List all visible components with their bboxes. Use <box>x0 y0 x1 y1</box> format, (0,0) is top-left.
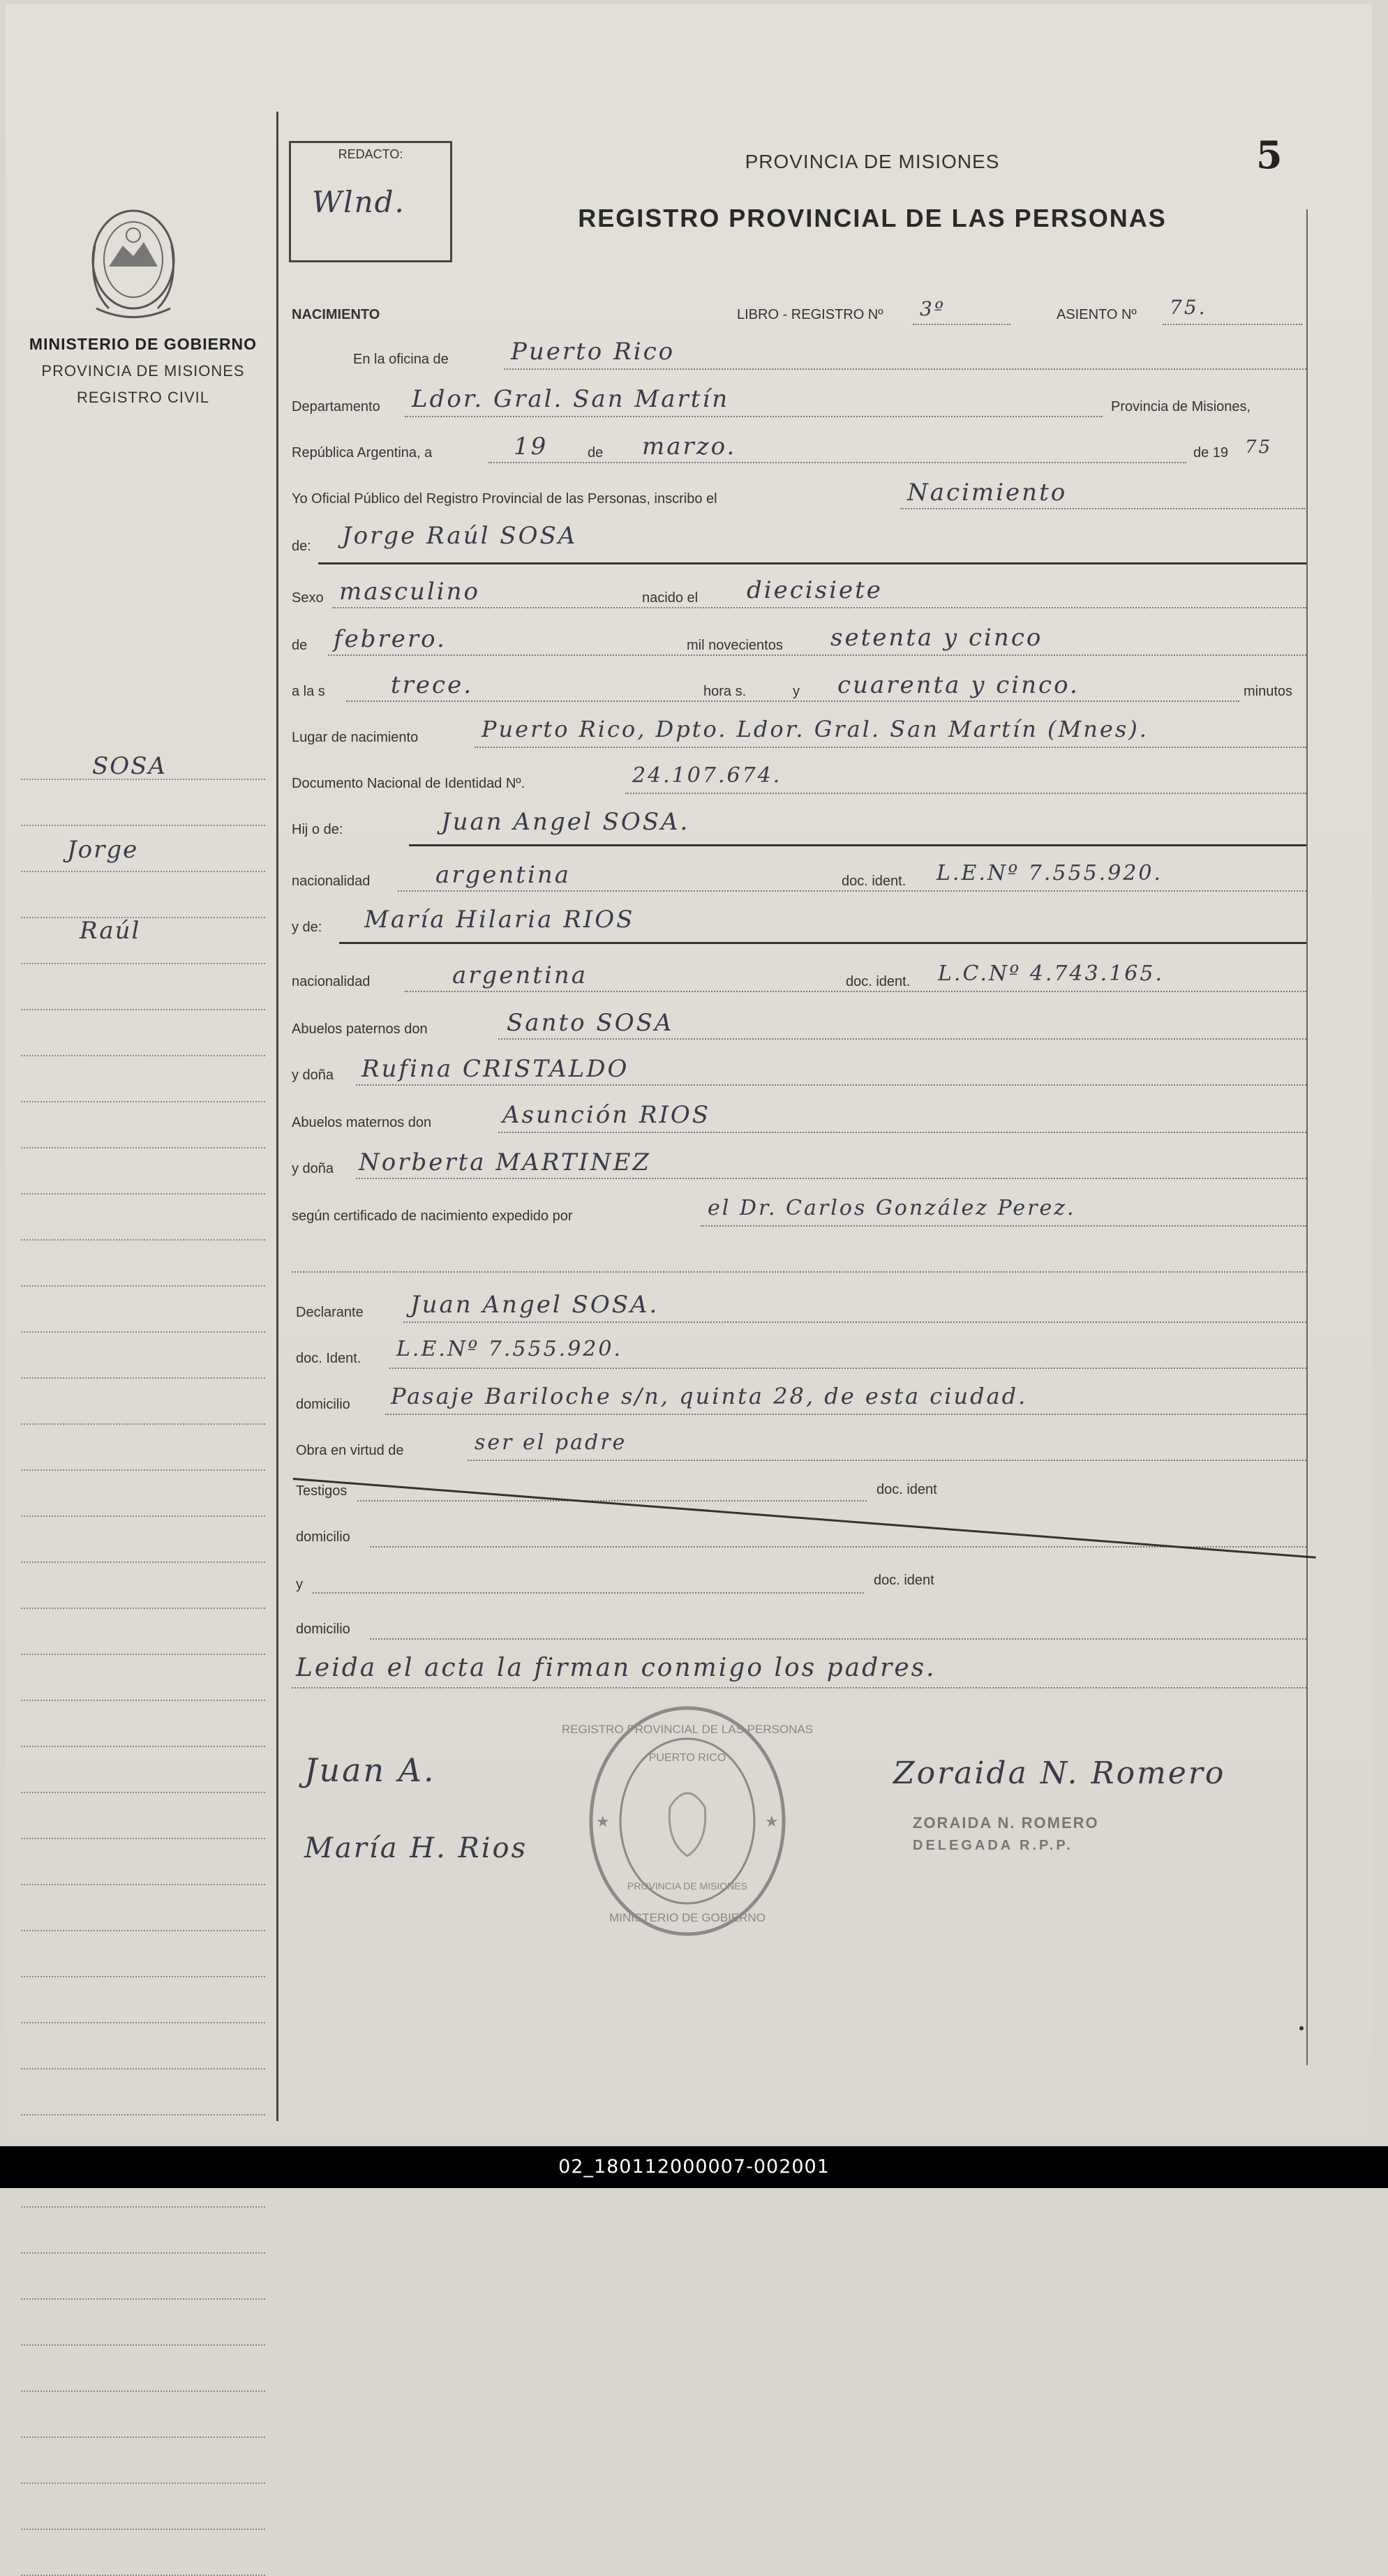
father-signature: Juan A. <box>304 1751 436 1789</box>
dia-value: 19 <box>514 433 549 460</box>
margin-rule <box>21 1515 265 1517</box>
libro-dots <box>913 324 1010 325</box>
testigos-label: Testigos <box>296 1483 348 1499</box>
lugar-dots <box>475 747 1306 748</box>
nac1-dots <box>398 890 1306 892</box>
y-label: y <box>793 684 800 699</box>
leida-text: Leida el acta la firman conmigo los padres. <box>296 1654 936 1682</box>
persona-underline <box>318 562 1306 564</box>
oficina-dots <box>504 368 1306 370</box>
horas-label: hora s. <box>703 684 747 699</box>
sexo-label: Sexo <box>292 590 324 606</box>
libro-label: LIBRO - REGISTRO Nº <box>737 307 883 322</box>
stamp-inner-top: PUERTO RICO <box>648 1752 726 1764</box>
mil-label: mil novecientos <box>687 638 783 653</box>
margin-rule <box>21 1285 265 1287</box>
nacido-anio-value: setenta y cinco <box>830 624 1043 652</box>
minutos-value: cuarenta y cinco. <box>837 671 1080 699</box>
ministry-name: MINISTERIO DE GOBIERNO <box>29 335 258 353</box>
margin-rule <box>21 1331 265 1333</box>
lugar-label: Lugar de nacimiento <box>292 730 419 745</box>
obra-value: ser el padre <box>475 1430 627 1455</box>
margin-first-name: Jorge <box>67 836 139 864</box>
ministry-header <box>14 335 272 407</box>
margin-rule <box>21 1562 265 1563</box>
margin-divider <box>276 112 278 2121</box>
margin-rule <box>21 1930 265 1931</box>
margin-rule <box>21 2483 265 2484</box>
oficina-label: En la oficina de <box>353 352 449 367</box>
cert-dots <box>701 1225 1306 1227</box>
alas-label: a la s <box>292 684 325 699</box>
nacido-dots <box>328 654 1306 656</box>
ab-mat-label: Abuelos maternos don <box>292 1115 432 1130</box>
ministry-province: PROVINCIA DE MISIONES <box>41 362 245 380</box>
ydona1-label: y doña <box>292 1068 334 1083</box>
ab-pat-dona-dots <box>356 1084 1306 1086</box>
margin-rule <box>21 2344 265 2346</box>
madre-underline <box>339 942 1306 944</box>
ab-pat-dots <box>498 1038 1306 1040</box>
margin-rule <box>21 825 265 826</box>
margin-rule <box>21 1101 265 1102</box>
sexo-dots <box>332 607 1306 608</box>
hora-value: trece. <box>391 671 474 699</box>
margin-rule <box>21 1239 265 1241</box>
margin-rule <box>21 1009 265 1010</box>
ab-pat-value: Santo SOSA <box>507 1009 674 1037</box>
official-stamp-title: DELEGADA R.P.P. <box>913 1838 1073 1853</box>
record-type: NACIMIENTO <box>292 307 380 322</box>
inscribo-label: Yo Oficial Público del Registro Provincial de las Personas, inscribo el <box>292 491 717 507</box>
obra-dots <box>468 1460 1306 1461</box>
minutos-label: minutos <box>1244 684 1293 699</box>
provincia-label: Provincia de Misiones, <box>1111 399 1251 414</box>
margin-rule <box>21 1055 265 1056</box>
lugar-value: Puerto Rico, Dpto. Ldor. Gral. San Martín (Mnes). <box>482 716 1149 742</box>
y2-label: y <box>296 1577 303 1592</box>
redacto-label: REDACTO: <box>338 147 403 161</box>
blank-dots <box>292 1271 1306 1273</box>
republica-label: República Argentina, a <box>292 445 433 460</box>
nacido-mes-value: febrero. <box>334 625 447 653</box>
decl-doc-label: doc. Ident. <box>296 1351 361 1366</box>
ab-mat-dona-value: Norberta MARTINEZ <box>359 1148 652 1176</box>
header-registry: REGISTRO PROVINCIAL DE LAS PERSONAS <box>578 204 1167 232</box>
testigos-dots <box>357 1500 867 1502</box>
domicilio-value: Pasaje Bariloche s/n, quinta 28, de esta ciudad. <box>391 1383 1028 1409</box>
y2-dots <box>313 1592 864 1594</box>
mother-signature: María H. Rios <box>304 1832 528 1864</box>
fecha-dots <box>488 462 1186 463</box>
yde-label: y de: <box>292 920 322 935</box>
margin-middle-name: Raúl <box>80 917 141 945</box>
margin-rule <box>21 1377 265 1379</box>
madre-nac-value: argentina <box>452 961 588 989</box>
ab-mat-value: Asunción RIOS <box>502 1101 711 1129</box>
domicilio3-dots <box>370 1638 1306 1640</box>
stamp-outer-bottom: MINISTERIO DE GOBIERNO <box>609 1911 766 1924</box>
padre-nac-value: argentina <box>435 861 572 889</box>
redacto-signature: Wlnd. <box>312 185 405 219</box>
stamp-outer: REGISTRO PROVINCIAL DE LAS PERSONAS <box>561 1723 814 1736</box>
domicilio2-label: domicilio <box>296 1529 350 1545</box>
margin-rule <box>21 1193 265 1195</box>
declarante-value: Juan Angel SOSA. <box>410 1291 659 1319</box>
nac2-label: nacionalidad <box>292 974 371 989</box>
domicilio3-label: domicilio <box>296 1622 350 1637</box>
doc-ident-label: doc. ident <box>876 1482 937 1497</box>
margin-rule <box>21 2022 265 2023</box>
redacto-box <box>289 141 452 262</box>
cert-label: según certificado de nacimiento expedido por <box>292 1208 573 1224</box>
margin-rule <box>21 1746 265 1747</box>
nac1-label: nacionalidad <box>292 874 371 889</box>
doc2-label: doc. ident. <box>846 974 911 989</box>
ab-mat-dona-dots <box>356 1178 1306 1179</box>
inscribo-value: Nacimiento <box>907 479 1068 507</box>
margin-rule <box>21 1147 265 1148</box>
domicilio-label: domicilio <box>296 1397 350 1412</box>
padre-doc-value: L.E.Nº 7.555.920. <box>936 861 1163 885</box>
official-signature: Zoraida N. Romero <box>893 1755 1226 1791</box>
decl-doc-value: L.E.Nº 7.555.920. <box>396 1337 623 1361</box>
nacido-label: nacido el <box>642 590 699 606</box>
margin-rule <box>21 1423 265 1425</box>
cert-value: el Dr. Carlos González Perez. <box>708 1196 1076 1220</box>
persona-value: Jorge Raúl SOSA <box>342 522 578 550</box>
persona-label: de: <box>292 539 311 554</box>
page-dot <box>1299 2026 1304 2030</box>
province-seal-icon <box>81 204 186 329</box>
dni-label: Documento Nacional de Identidad Nº. <box>292 776 525 791</box>
stamp-inner-bottom: PROVINCIA DE MISIONES <box>627 1880 747 1892</box>
margin-rule <box>21 963 265 964</box>
doc-ident2-label: doc. ident <box>874 1573 934 1588</box>
header-province: PROVINCIA DE MISIONES <box>745 151 1000 172</box>
margin-rule <box>21 2390 265 2392</box>
anio-value: 75 <box>1245 437 1273 458</box>
margin-rule <box>21 1469 265 1471</box>
image-caption: 02_180112000007-002001 <box>558 2156 830 2178</box>
leida-dots <box>292 1687 1306 1688</box>
margin-rule <box>21 2436 265 2438</box>
margin-surname: SOSA <box>92 752 167 780</box>
margin-rule <box>21 2114 265 2116</box>
departamento-value: Ldor. Gral. San Martín <box>412 385 730 413</box>
obra-label: Obra en virtud de <box>296 1443 404 1458</box>
registry-stamp-icon <box>561 1702 814 1940</box>
departamento-label: Departamento <box>292 399 380 414</box>
hora-dots <box>346 701 1239 702</box>
declarante-dots <box>403 1321 1306 1323</box>
margin-rule <box>21 2298 265 2300</box>
nacido-dia-value: diecisiete <box>747 576 883 604</box>
mes-value: marzo. <box>642 433 737 460</box>
padre-value: Juan Angel SOSA. <box>441 808 690 836</box>
margin-rule <box>21 1654 265 1655</box>
asiento-value: 75. <box>1170 296 1207 319</box>
de2-label: de <box>292 638 308 653</box>
ydona2-label: y doña <box>292 1161 334 1176</box>
madre-doc-value: L.C.Nº 4.743.165. <box>938 961 1164 986</box>
svg-text:★: ★ <box>596 1813 610 1830</box>
margin-rule <box>21 1976 265 1977</box>
margin-rule <box>21 2252 265 2254</box>
hijo-label: Hij o de: <box>292 822 343 837</box>
departamento-dots <box>405 416 1103 417</box>
margin-rule <box>21 2529 265 2530</box>
declarante-label: Declarante <box>296 1305 364 1320</box>
margin-rule <box>21 1884 265 1885</box>
page-number: 5 <box>1256 133 1283 177</box>
margin-rule <box>21 917 265 918</box>
decl-doc-dots <box>389 1368 1306 1369</box>
padre-underline <box>409 844 1306 846</box>
nac2-dots <box>405 991 1306 992</box>
margin-rule <box>21 1792 265 1793</box>
asiento-dots <box>1163 324 1302 325</box>
asiento-label: ASIENTO Nº <box>1057 307 1137 322</box>
ab-pat-label: Abuelos paternos don <box>292 1021 428 1037</box>
anio-label: de 19 <box>1193 445 1229 460</box>
doc1-label: doc. ident. <box>842 874 906 889</box>
dni-dots <box>625 793 1306 794</box>
margin-rule <box>21 1838 265 1839</box>
ab-mat-dots <box>498 1132 1306 1133</box>
svg-text:★: ★ <box>765 1813 779 1830</box>
madre-value: María Hilaria RIOS <box>364 906 635 934</box>
ministry-office: REGISTRO CIVIL <box>76 389 210 406</box>
margin-rule <box>21 871 265 872</box>
margin-rule <box>21 1608 265 1609</box>
margin-rule <box>21 2206 265 2208</box>
ab-pat-dona-value: Rufina CRISTALDO <box>361 1055 629 1083</box>
de-label: de <box>588 445 604 460</box>
oficina-value: Puerto Rico <box>511 338 676 366</box>
margin-rule <box>21 1700 265 1701</box>
dni-value: 24.107.674. <box>632 763 782 788</box>
domicilio-dots <box>385 1414 1306 1415</box>
inscribo-dots <box>900 508 1305 509</box>
sexo-value: masculino <box>339 578 481 606</box>
libro-value: 3º <box>920 297 946 320</box>
margin-rule <box>21 2068 265 2069</box>
right-border <box>1306 209 1308 2065</box>
official-stamp-name: ZORAIDA N. ROMERO <box>913 1814 1099 1832</box>
